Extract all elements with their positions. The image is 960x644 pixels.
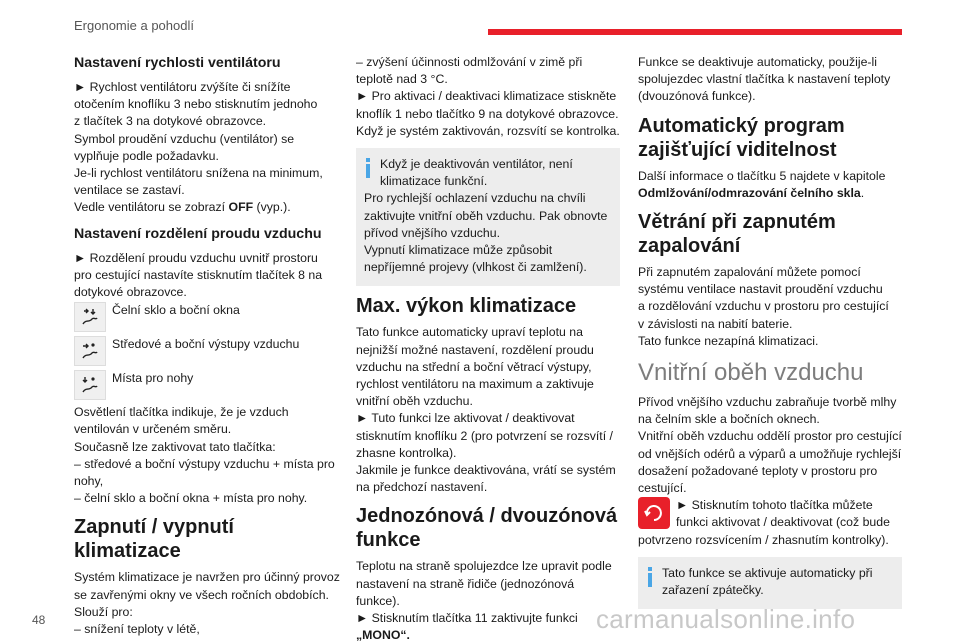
light-line: – čelní sklo a boční okna + místa pro nohy. (74, 491, 308, 506)
heading-visibility-program: Automatický program zajišťující viditelnost (638, 114, 845, 161)
column-2 (356, 54, 620, 644)
recirc-line: na čelním skle a bočních oknech. (638, 412, 820, 427)
heading-recirculation: Vnitřní oběh vzduchu (638, 359, 864, 387)
header-accent-bar (488, 29, 902, 35)
recirculation-icon (638, 497, 670, 529)
light-line: Osvětlení tlačítka indikuje, že je vzduch (74, 405, 289, 420)
max-line: vzduchu na střední a boční větrací výstupy, (356, 359, 592, 374)
info-note-fan: Když je deaktivován ventilátor, není klimatizace funkční. Pro rychlejší ochlazení vzduchu na chvíli zaktivujte vnitřní oběh vzduchu. Pak obnovte přívod vnějšího vzduchu. Vypnutí klimatizace může způsobit nepříjemné projevy (vlhkost či zamlžení). (356, 148, 620, 286)
dist-line: dotykové obrazovce. (74, 285, 187, 300)
text-line: teplotě nad 3 °C. (356, 72, 448, 87)
icon-label: Místa pro nohy (112, 371, 194, 386)
max-line: stisknutím knoflíku 2 (pro potvrzení se rozsvítí / (356, 428, 613, 443)
icon-label: Středové a boční výstupy vzduchu (112, 337, 300, 352)
text-line: spolujezdec vlastní tlačítka k nastavení teploty (638, 72, 891, 87)
text-line: ► Pro aktivaci / deaktivaci klimatizace stiskněte (356, 89, 617, 104)
watermark: carmanualsonline.info (596, 604, 856, 634)
icon-row-feet (74, 370, 344, 400)
zone-mono-line: „MONO“. (356, 628, 410, 643)
icon-row-vents (74, 336, 344, 366)
recirc-line: dosažení požadované teploty v prostoru pro (638, 463, 878, 478)
max-line: rychlost ventilátoru na maximum a zaktivuje (356, 377, 594, 392)
text-line: Funkce se deaktivuje automaticky, použije-li (638, 55, 877, 69)
recirc-line: Vnitřní oběh vzduchu oddělí prostor pro cestující (638, 429, 902, 444)
footwell-airflow-icon (74, 370, 106, 400)
ac-line: Slouží pro: (74, 604, 133, 619)
fan-line: z tlačítek 3 na dotykové obrazovce. (74, 114, 267, 129)
fan-line: ventilace se zastaví. (74, 183, 185, 198)
fan-line: vyplňuje podle požadavku. (74, 148, 219, 163)
center-vents-airflow-icon (74, 336, 106, 366)
dist-line: pro cestující nastavíte stisknutím tlačítek 8 na (74, 267, 323, 282)
vent-line: v závislosti na nabití baterie. (638, 316, 793, 331)
info-icon (648, 567, 652, 587)
column-3 (638, 54, 902, 613)
fan-line: Je-li rychlost ventilátoru snížena na minimum, (74, 166, 323, 181)
fan-line: Symbol proudění vzduchu (ventilátor) se (74, 131, 295, 146)
text-line: knoflík 1 nebo tlačítko 9 na dotykové obrazovce. (356, 106, 619, 121)
page-number: 48 (32, 613, 46, 627)
vent-line: systému ventilace nastavit proudění vzduchu (638, 282, 883, 297)
max-line: zhasne kontrolka). (356, 445, 457, 460)
running-header: Ergonomie a pohodlí (74, 18, 194, 33)
light-line: Současně lze zaktivovat tato tlačítka: (74, 439, 276, 454)
heading-air-distribution: Nastavení rozdělení proudu vzduchu (74, 225, 322, 242)
icon-label: Čelní sklo a boční okna (112, 303, 240, 318)
text-line: Když je systém zaktivován, rozsvítí se kontrolka. (356, 123, 620, 138)
vis-line: Další informace o tlačítku 5 najdete v kapitole (638, 168, 886, 183)
windshield-airflow-icon (74, 302, 106, 332)
info-icon (366, 158, 370, 178)
max-line: Jakmile je funkce deaktivována, vrátí se systém (356, 463, 616, 478)
max-line: vnitřní oběh vzduchu. (356, 394, 473, 409)
recirc-line: Přívod vnějšího vzduchu zabraňuje tvorbě mlhy (638, 395, 897, 410)
vent-line: Tato funkce nezapíná klimatizaci. (638, 333, 819, 348)
max-line: na předchozí nastavení. (356, 480, 488, 495)
heading-ac-on-off: Zapnutí / vypnutí klimatizace (74, 516, 234, 563)
dist-line: ► Rozdělení proudu vzduchu uvnitř prostoru (74, 250, 318, 265)
zone-line: Teplotu na straně spolujezdce lze upravit podle (356, 559, 612, 574)
heading-zone: Jednozónová / dvouzónová funkce (356, 505, 618, 552)
max-line: Tato funkce automaticky upraví teplotu na (356, 325, 583, 340)
light-line: ventilován v určeném směru. (74, 422, 232, 437)
recirc-button-row: ► Stisknutím tohoto tlačítka můžete funkci aktivovat / deaktivovat (což bude (638, 497, 902, 531)
ac-line: Systém klimatizace je navržen pro účinný provoz (74, 570, 340, 585)
column-1 (74, 54, 344, 638)
info-note-reverse: Tato funkce se aktivuje automaticky při zařazení zpátečky. (638, 557, 902, 609)
max-line: ► Tuto funkci lze aktivovat / deaktivovat (356, 411, 575, 426)
text-line: (dvouzónová funkce). (638, 89, 756, 104)
light-line: nohy, (74, 474, 104, 489)
fan-off-line: Vedle ventilátoru se zobrazí OFF (vyp.). (74, 200, 291, 215)
max-line: nejnižší možné nastavení, rozdělení proudu (356, 342, 594, 357)
heading-fan-speed: Nastavení rychlosti ventilátoru (74, 55, 281, 71)
zone-line: nastavení na straně řidiče (jednozónová funkce). (356, 576, 575, 608)
vent-line: Při zapnutém zapalování můžete pomocí (638, 265, 861, 280)
recirc-line: od vnějších odérů a výparů a umožňuje rychlejší (638, 446, 902, 461)
heading-max-ac: Max. výkon klimatizace (356, 295, 577, 318)
fan-line: ► Rychlost ventilátoru zvýšíte či snížíte (74, 80, 291, 94)
ac-line: – snížení teploty v létě, (74, 622, 200, 637)
vis-line: Odmlžování/odmrazování čelního skla. (638, 185, 865, 200)
vent-line: a rozdělování vzduchu v prostoru pro cestující (638, 299, 889, 314)
icon-row-windshield (74, 302, 344, 332)
heading-ignition-ventilation: Větrání při zapnutém zapalování (638, 211, 836, 258)
recirc-confirm-line: potvrzeno rozsvícením / zhasnutím kontrolky). (638, 532, 889, 547)
ac-line: se zavřenými okny ve všech ročních obdobích. (74, 587, 329, 602)
light-line: – středové a boční výstupy vzduchu + místa pro (74, 456, 335, 471)
fan-line: otočením knoflíku 3 nebo stisknutím jednoho (74, 97, 318, 112)
zone-line: ► Stisknutím tlačítka 11 zaktivujte funkci (356, 611, 578, 626)
text-line: – zvýšení účinnosti odmlžování v zimě při (356, 55, 583, 69)
recirc-line: cestující. (638, 481, 687, 496)
